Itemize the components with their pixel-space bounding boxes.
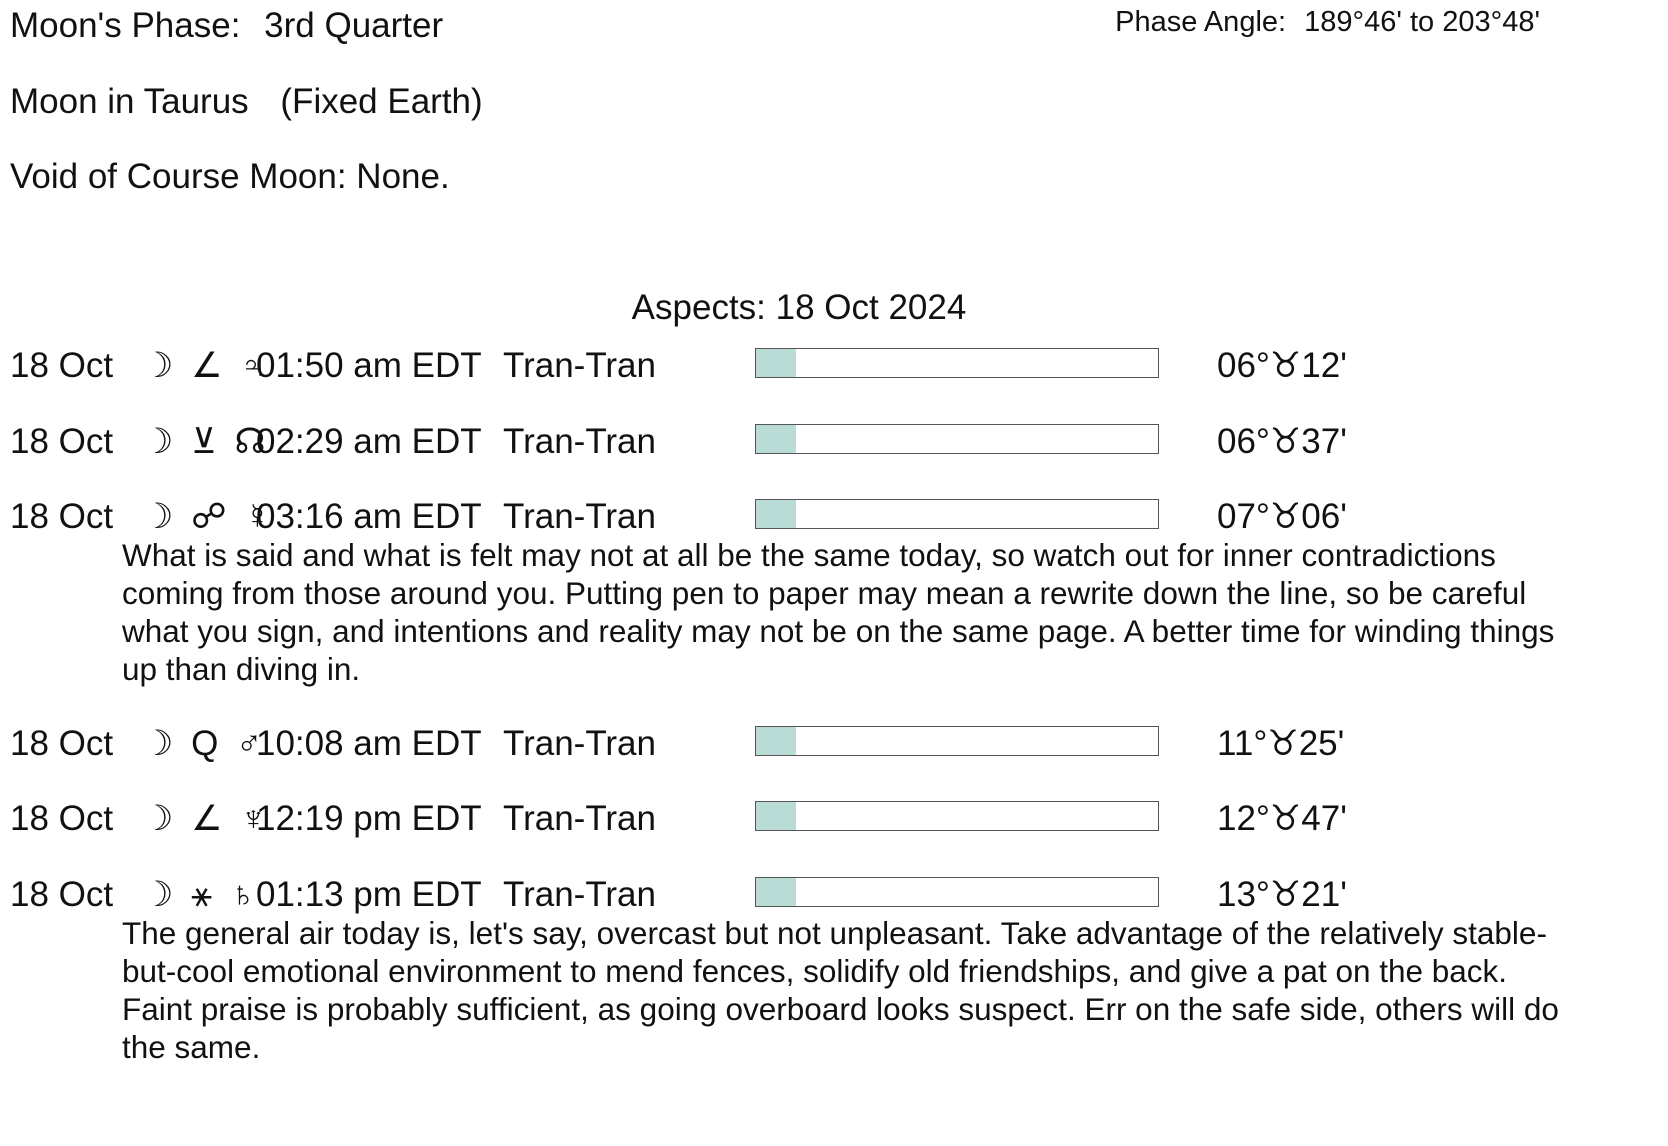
aspect-degree: 06°♉37' <box>1217 422 1347 461</box>
aspect-description: What is said and what is felt may not at all be the same today, so watch out for inner contradictions coming from those around you. Putting pen to paper may mean a rewrite down the line, so be careful what you sign, and intentions and reality may not be on the same page. A better time for winding things up than diving in. <box>122 537 1555 687</box>
aspect-row <box>10 422 1610 466</box>
strength-bar <box>755 424 1159 454</box>
aspect-time: 01:50 am EDT <box>256 346 482 385</box>
aspect-time: 03:16 am EDT <box>256 497 482 536</box>
aspect-glyphs: ☽ ∠ ♃ <box>142 346 271 385</box>
aspect-type: Tran-Tran <box>503 799 656 838</box>
aspect-time: 01:13 pm EDT <box>256 875 482 914</box>
aspect-time: 10:08 am EDT <box>256 724 482 763</box>
aspect-glyphs: ☽ ⚹ ♄ <box>142 875 261 914</box>
phase-angle-value: 189°46' to 203°48' <box>1304 6 1540 38</box>
aspect-type: Tran-Tran <box>503 422 656 461</box>
aspect-date: 18 Oct <box>10 497 114 536</box>
aspect-degree: 06°♉12' <box>1217 346 1347 385</box>
aspect-glyphs: ☽ ☍ ☿ <box>142 497 275 536</box>
strength-bar <box>755 801 1159 831</box>
aspect-type: Tran-Tran <box>503 724 656 763</box>
aspect-degree: 12°♉47' <box>1217 799 1347 838</box>
aspects-title: Aspects: 18 Oct 2024 <box>631 288 967 327</box>
strength-bar <box>755 877 1159 907</box>
strength-bar-fill <box>756 349 796 377</box>
aspects-title-wrap <box>0 288 1668 328</box>
aspect-degree: 11°♉25' <box>1217 724 1345 763</box>
aspect-row <box>10 497 1610 541</box>
moon-sign-line <box>10 82 483 122</box>
aspect-glyphs: ☽ Q ♂ <box>142 724 267 763</box>
aspect-degree: 07°♉06' <box>1217 497 1347 536</box>
phase-angle-label: Phase Angle: <box>1115 6 1287 38</box>
aspect-date: 18 Oct <box>10 724 114 763</box>
aspect-description: The general air today is, let's say, overcast but not unpleasant. Take advantage of the relatively stable-but-cool emotional environment to mend fences, solidify old friendships, and give a pat on the back. Faint praise is probably sufficient, as going overboard looks suspect. Err on the safe side, others will do the same. <box>122 915 1559 1065</box>
strength-bar-fill <box>756 425 796 453</box>
aspect-date: 18 Oct <box>10 799 114 838</box>
moon-sign: Moon in Taurus <box>10 82 249 121</box>
moon-phase-label: Moon's Phase: <box>10 6 241 45</box>
strength-bar-fill <box>756 802 796 830</box>
aspect-degree: 13°♉21' <box>1217 875 1347 914</box>
aspect-date: 18 Oct <box>10 346 114 385</box>
aspect-time: 02:29 am EDT <box>256 422 482 461</box>
strength-bar-fill <box>756 727 796 755</box>
aspect-row <box>10 724 1610 768</box>
moon-phase-value: 3rd Quarter <box>264 6 444 45</box>
aspect-type: Tran-Tran <box>503 346 656 385</box>
aspect-row <box>10 875 1610 919</box>
aspect-type: Tran-Tran <box>503 875 656 914</box>
aspect-row <box>10 799 1610 843</box>
moon-phase-line <box>10 6 443 46</box>
strength-bar <box>755 726 1159 756</box>
strength-bar-fill <box>756 500 796 528</box>
aspect-glyphs: ☽ ⊻ ☊ <box>142 422 270 461</box>
aspect-type: Tran-Tran <box>503 497 656 536</box>
aspect-date: 18 Oct <box>10 875 114 914</box>
aspect-row <box>10 346 1610 390</box>
phase-angle-line <box>1115 6 1540 39</box>
aspect-time: 12:19 pm EDT <box>256 799 482 838</box>
strength-bar <box>755 499 1159 529</box>
moon-sign-quality: (Fixed Earth) <box>280 82 483 121</box>
aspect-glyphs: ☽ ∠ ♆ <box>142 799 271 838</box>
aspect-date: 18 Oct <box>10 422 114 461</box>
strength-bar-fill <box>756 878 796 906</box>
void-of-course: Void of Course Moon: None. <box>10 157 450 196</box>
strength-bar <box>755 348 1159 378</box>
